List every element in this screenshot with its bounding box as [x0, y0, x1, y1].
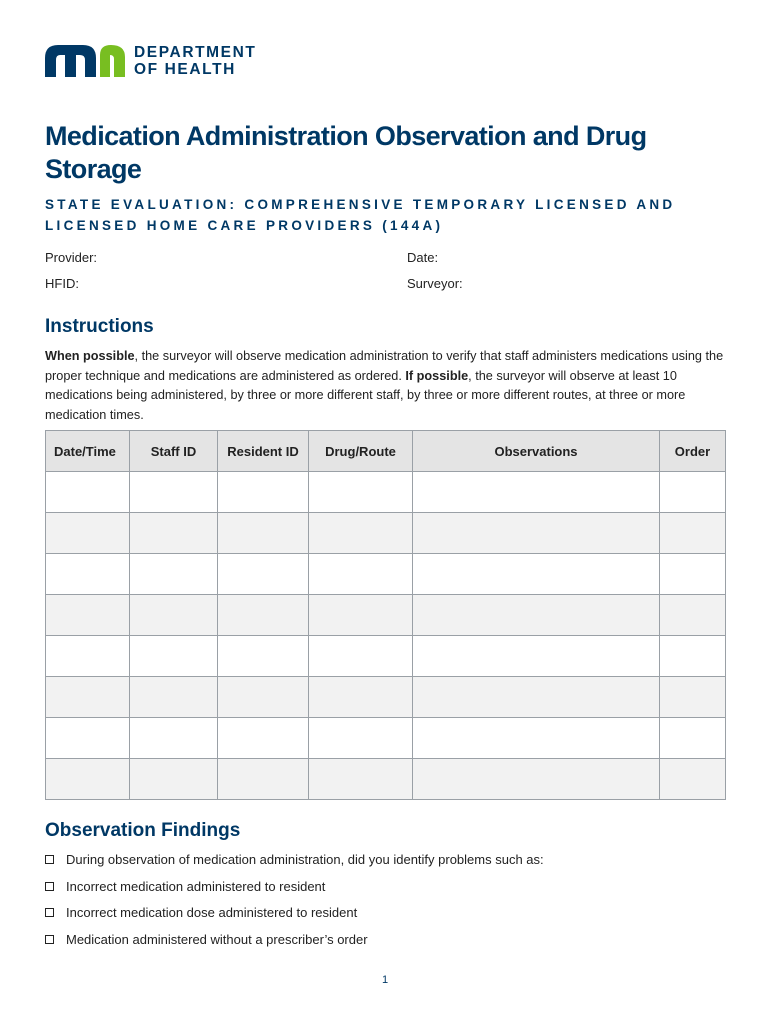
cell-staff-id[interactable] — [130, 759, 218, 800]
cell-staff-id[interactable] — [130, 513, 218, 554]
cell-date-time[interactable] — [46, 636, 130, 677]
cell-date-time[interactable] — [46, 759, 130, 800]
cell-order[interactable] — [660, 513, 726, 554]
cell-observations[interactable] — [413, 554, 660, 595]
cell-observations[interactable] — [413, 472, 660, 513]
cell-observations[interactable] — [413, 513, 660, 554]
col-header-resident-id: Resident ID — [218, 431, 309, 472]
logo-line-1: DEPARTMENT — [134, 44, 257, 61]
cell-observations[interactable] — [413, 677, 660, 718]
cell-drug-route[interactable] — [309, 472, 413, 513]
cell-order[interactable] — [660, 718, 726, 759]
col-header-date-time: Date/Time — [46, 431, 130, 472]
cell-order[interactable] — [660, 595, 726, 636]
page-title: Medication Administration Observation and Drug Storage — [45, 121, 647, 184]
cell-date-time[interactable] — [46, 595, 130, 636]
cell-date-time[interactable] — [46, 718, 130, 759]
finding-label: Incorrect medication dose administered to resident — [66, 905, 358, 920]
mdh-logo — [45, 44, 257, 78]
surveyor-field[interactable]: Surveyor: — [407, 276, 463, 291]
finding-label: Incorrect medication administered to resident — [66, 879, 326, 894]
col-header-observations: Observations — [413, 431, 660, 472]
checkbox-icon[interactable] — [45, 882, 54, 891]
table-row — [46, 472, 726, 513]
mn-logo-icon — [45, 45, 125, 77]
cell-date-time[interactable] — [46, 554, 130, 595]
cell-resident-id[interactable] — [218, 595, 309, 636]
cell-order[interactable] — [660, 677, 726, 718]
date-field[interactable]: Date: — [407, 250, 439, 265]
instructions-text — [45, 347, 725, 425]
cell-drug-route[interactable] — [309, 759, 413, 800]
cell-drug-route[interactable] — [309, 554, 413, 595]
col-header-staff-id: Staff ID — [130, 431, 218, 472]
cell-drug-route[interactable] — [309, 636, 413, 677]
checkbox-icon[interactable] — [45, 935, 54, 944]
cell-staff-id[interactable] — [130, 677, 218, 718]
finding-item[interactable] — [45, 905, 357, 920]
page-number: 1 — [381, 974, 389, 986]
instructions-text-1: , the surveyor will observe medication administration to verify that staff administers medications using the proper technique and medications are administered as ordered. — [45, 349, 724, 383]
page-subtitle: STATE EVALUATION: COMPREHENSIVE TEMPORARY LICENSED AND LICENSED HOME CARE PROVIDERS (144A) — [45, 197, 676, 233]
cell-observations[interactable] — [413, 718, 660, 759]
table-row — [46, 677, 726, 718]
cell-order[interactable] — [660, 472, 726, 513]
cell-date-time[interactable] — [46, 677, 130, 718]
cell-resident-id[interactable] — [218, 472, 309, 513]
provider-field[interactable]: Provider: — [45, 250, 98, 265]
cell-staff-id[interactable] — [130, 636, 218, 677]
cell-resident-id[interactable] — [218, 718, 309, 759]
instructions-bold-1: When possible — [45, 349, 135, 363]
checkbox-icon[interactable] — [45, 855, 54, 864]
cell-staff-id[interactable] — [130, 554, 218, 595]
cell-observations[interactable] — [413, 636, 660, 677]
table-row — [46, 759, 726, 800]
logo-wordmark — [134, 44, 257, 78]
cell-drug-route[interactable] — [309, 513, 413, 554]
cell-drug-route[interactable] — [309, 677, 413, 718]
finding-item[interactable] — [45, 879, 325, 894]
finding-item[interactable] — [45, 852, 544, 867]
col-header-drug-route: Drug/Route — [309, 431, 413, 472]
cell-observations[interactable] — [413, 595, 660, 636]
cell-drug-route[interactable] — [309, 595, 413, 636]
checkbox-icon[interactable] — [45, 908, 54, 917]
cell-resident-id[interactable] — [218, 677, 309, 718]
findings-heading: Observation Findings — [45, 820, 241, 841]
cell-date-time[interactable] — [46, 472, 130, 513]
logo-line-2: OF HEALTH — [134, 61, 236, 78]
table-row — [46, 718, 726, 759]
cell-staff-id[interactable] — [130, 718, 218, 759]
cell-observations[interactable] — [413, 759, 660, 800]
finding-item[interactable] — [45, 932, 368, 947]
cell-order[interactable] — [660, 554, 726, 595]
table-row — [46, 595, 726, 636]
cell-resident-id[interactable] — [218, 636, 309, 677]
observation-table — [45, 430, 726, 800]
col-header-order: Order — [660, 431, 726, 472]
cell-drug-route[interactable] — [309, 718, 413, 759]
cell-resident-id[interactable] — [218, 759, 309, 800]
table-row — [46, 636, 726, 677]
cell-order[interactable] — [660, 636, 726, 677]
finding-label: During observation of medication administration, did you identify problems such as: — [66, 852, 544, 867]
instructions-bold-2: If possible — [405, 368, 469, 383]
hfid-field[interactable]: HFID: — [45, 276, 79, 291]
cell-resident-id[interactable] — [218, 554, 309, 595]
instructions-heading: Instructions — [45, 316, 154, 337]
cell-order[interactable] — [660, 759, 726, 800]
cell-staff-id[interactable] — [130, 472, 218, 513]
table-row — [46, 513, 726, 554]
finding-label: Medication administered without a prescriber’s order — [66, 932, 368, 947]
cell-date-time[interactable] — [46, 513, 130, 554]
table-header-row — [46, 431, 726, 472]
table-row — [46, 554, 726, 595]
cell-staff-id[interactable] — [130, 595, 218, 636]
instructions-text-2: , the surveyor will observe at least 10 medications being administered, by three or more different staff, by three or more different routes, at three or more medication times. — [45, 368, 686, 422]
cell-resident-id[interactable] — [218, 513, 309, 554]
